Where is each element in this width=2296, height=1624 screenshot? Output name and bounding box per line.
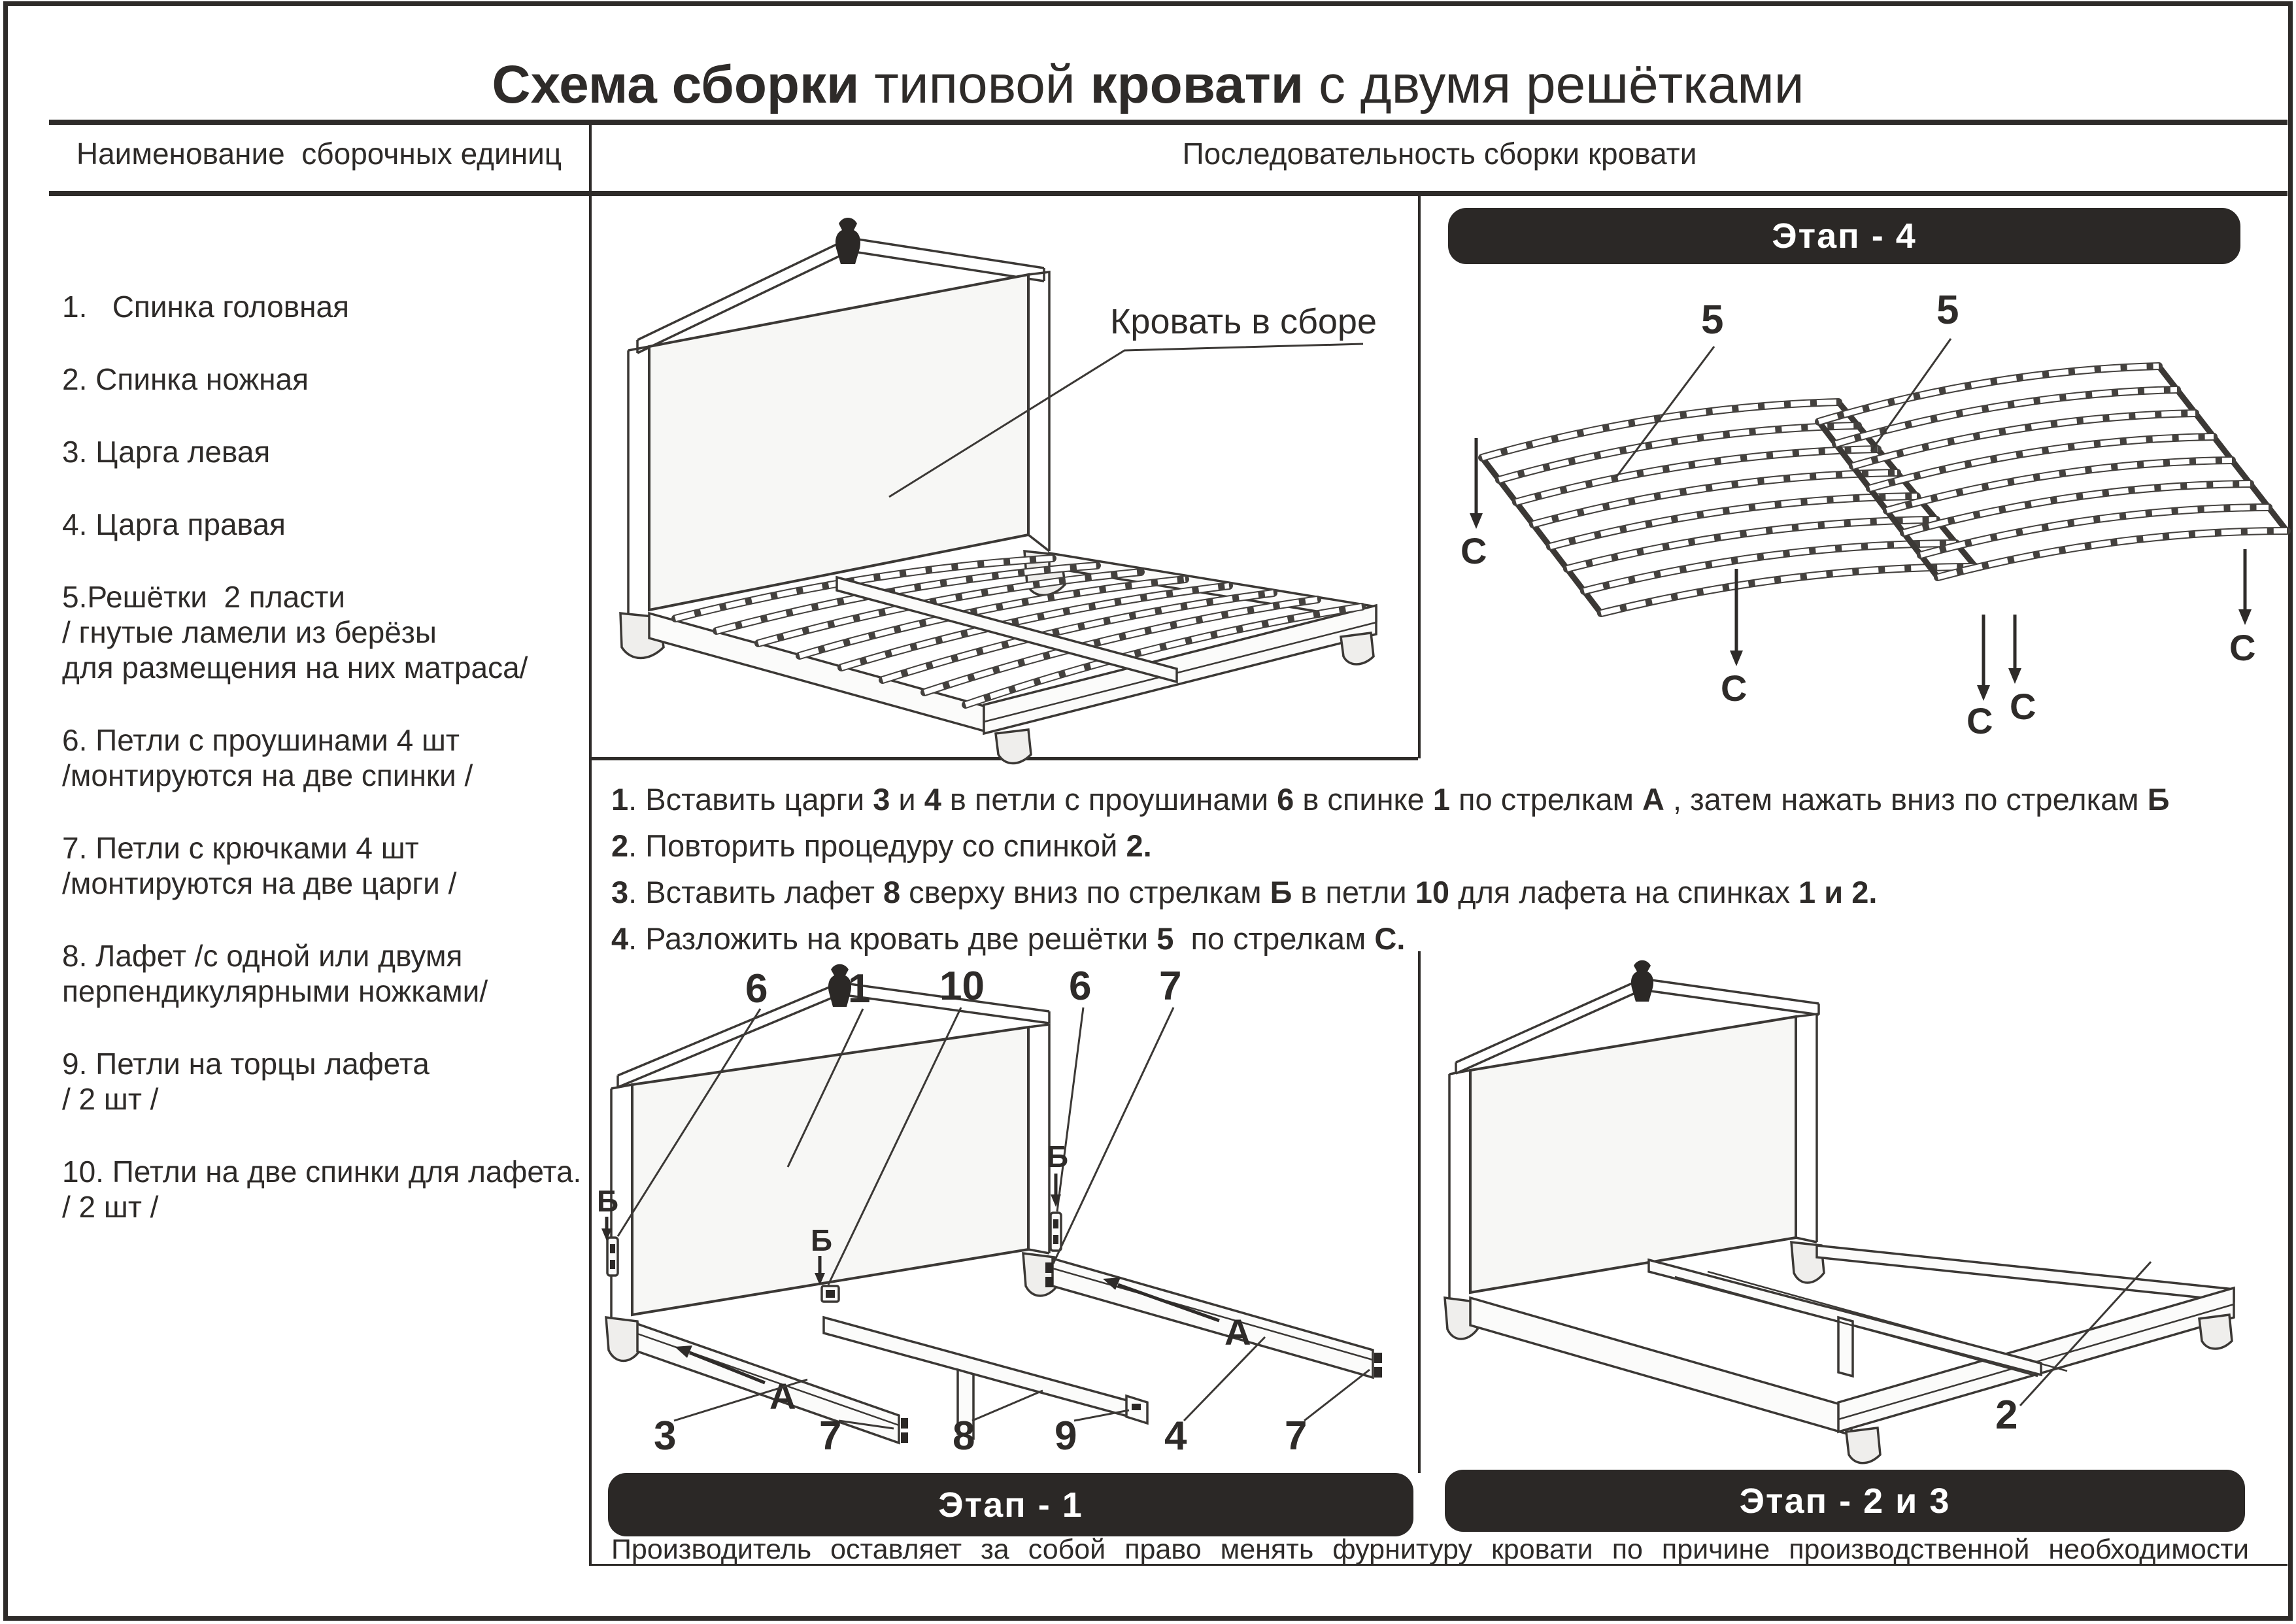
stage1-badge: Этап - 1 [608, 1473, 1413, 1536]
parts-list-item-6: 6. Петли с проушинами 4 шт /монтируются на две спинки / [62, 723, 473, 792]
parts-list-item-2: 2. Спинка ножная [62, 362, 309, 396]
stage1-label-1: 1 [848, 966, 871, 1011]
hinge-eyelet-left [607, 1238, 618, 1276]
headboard [1445, 960, 1824, 1339]
arrow-c-middle-2 [2008, 615, 2036, 727]
column-header-parts: Наименование сборочных единиц [76, 137, 562, 171]
stage1-label-9: 9 [1055, 1413, 1077, 1459]
stage4-badge: Этап - 4 [1448, 208, 2240, 264]
headboard-left-foot [606, 1317, 640, 1361]
arrow-c-middle-1 [1967, 615, 1993, 741]
footboard-right-foot [1341, 633, 1374, 664]
stage1-label-7b: 7 [819, 1413, 842, 1459]
stage1-label-3: 3 [654, 1413, 677, 1459]
arrow-letter-a: А [769, 1376, 796, 1417]
parts-list-item-5: 5.Решётки 2 пласти / гнутые ламели из берёзы для размещения на них матраса/ [62, 580, 528, 685]
arrow-letter-c: С [2010, 686, 2036, 727]
stage1-label-7a: 7 [1159, 964, 1182, 1009]
hinge-10-center [822, 1286, 839, 1302]
footer-note: Производитель оставляет за собой право менять фурнитуру кровати по причине производственной необходимости [611, 1534, 2249, 1565]
arrow-letter-b: Б [811, 1223, 833, 1257]
beam-leg [1838, 1317, 1853, 1376]
parts-list-item-4: 4. Царга правая [62, 507, 286, 541]
assembled-caption: Кровать в сборе [1109, 302, 1377, 341]
column-header-sequence: Последовательность сборки кровати [1182, 137, 1697, 171]
arrow-letter-c: С [1967, 700, 1993, 741]
parts-list-item-1: 1. Спинка головная [62, 290, 350, 324]
arrow-b-left [597, 1184, 618, 1241]
assembly-instructions [611, 783, 2285, 969]
stage1-label-10: 10 [939, 964, 985, 1009]
stage1-label-8: 8 [953, 1413, 975, 1459]
arrow-letter-c: С [1460, 530, 1487, 571]
instruction-step-4: 4. Разложить на кровать две решётки 5 по стрелкам С. [611, 921, 1406, 956]
stage23-badge: Этап - 2 и 3 [1445, 1470, 2245, 1532]
arrow-letter-a: А [1224, 1311, 1251, 1353]
arrow-letter-b: Б [597, 1184, 619, 1218]
parts-list [62, 289, 585, 1262]
stage1-label-6b: 6 [1069, 964, 1092, 1009]
assembled-bed-drawing [592, 195, 1419, 758]
stage23-drawing [1420, 951, 2291, 1471]
parts-list-item-8: 8. Лафет /с одной или двумя перпендикулярными ножками/ [62, 939, 488, 1008]
page-title: Схема сборки типовой кровати с двумя решётками [492, 54, 1804, 114]
arrow-letter-b: Б [1047, 1140, 1069, 1174]
stage4-part5-label-right: 5 [1936, 288, 1959, 333]
instruction-step-2: 2. Повторить процедуру со спинкой 2. [611, 828, 1152, 863]
stage1-label-6a: 6 [745, 966, 768, 1011]
parts-list-item-10: 10. Петли на две спинки для лафета. / 2 шт / [62, 1155, 582, 1224]
stage4-drawing [1420, 262, 2291, 781]
headboard [606, 964, 1061, 1361]
instruction-step-1: 1. Вставить царги 3 и 4 в петли с проушинами 6 в спинке 1 по стрелкам А , затем нажать вниз по стрелкам Б [611, 782, 2170, 817]
parts-list-item-3: 3. Царга левая [62, 435, 271, 469]
vase-ornament [836, 218, 860, 264]
parts-list-item-9: 9. Петли на торцы лафета / 2 шт / [62, 1047, 430, 1116]
hinge-eyelet-right [1051, 1213, 1061, 1251]
footboard [1838, 1288, 2234, 1432]
stage1-label-4: 4 [1164, 1413, 1187, 1459]
header-rule-top [49, 120, 2288, 125]
footboard-left-foot [996, 730, 1031, 764]
stage1-drawing [592, 951, 1419, 1471]
vase-ornament [1631, 960, 1653, 1002]
footboard-left-foot [1846, 1428, 1880, 1463]
bed-frame [1470, 1245, 2234, 1463]
stage4-part5-label-left: 5 [1701, 297, 1724, 343]
stage1-label-7c: 7 [1285, 1413, 1308, 1459]
stage23-label-2: 2 [1995, 1393, 2018, 1438]
parts-list-item-7: 7. Петли с крючками 4 шт /монтируются на две царги / [62, 831, 457, 900]
instruction-step-3: 3. Вставить лафет 8 сверху вниз по стрелкам Б в петли 10 для лафета на спинках 1 и 2. [611, 875, 1878, 909]
arrow-letter-c: С [1721, 668, 1747, 709]
arrow-c-right [2229, 549, 2255, 668]
footboard-right-foot [2199, 1315, 2232, 1349]
arrow-letter-c: С [2229, 627, 2256, 668]
